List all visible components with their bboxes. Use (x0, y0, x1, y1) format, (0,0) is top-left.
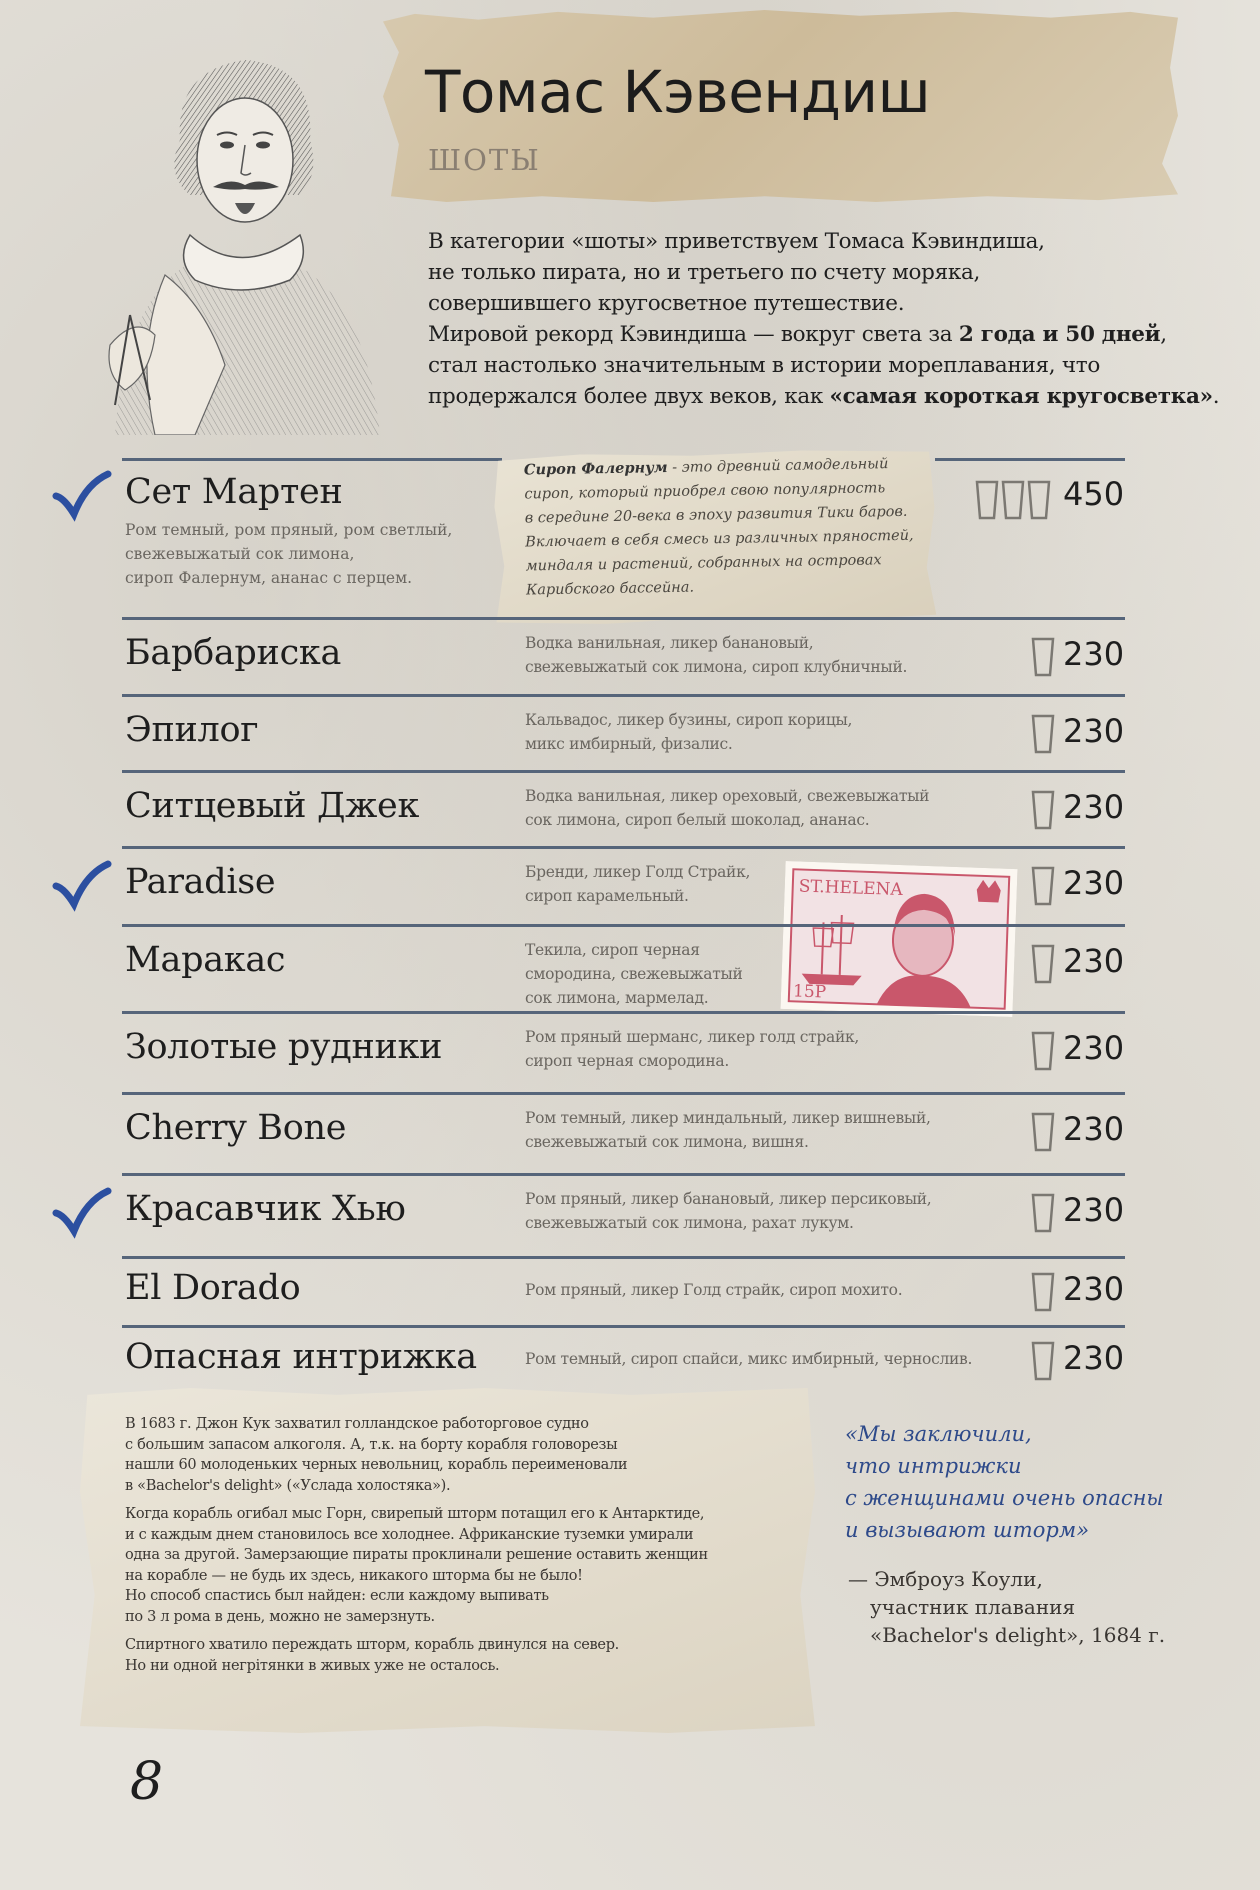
intro-line: не только пирата, но и третьего по счету моряка, (428, 260, 981, 285)
item-name: Маракас (125, 940, 286, 980)
item-price: 230 (1063, 1270, 1125, 1308)
syrup-note-text: Сироп Фалернум - это древний самодельный сироп, который приобрел свою популярность в середине 20-века в эпоху развития Тики баров. Включает в себя смесь из различных пряностей, миндаля и растений, собранных на островах Карибского бассейна. (523, 456, 914, 599)
item-name: El Dorado (125, 1268, 301, 1308)
row-separator (122, 846, 1125, 849)
stamp-value: 15P (792, 981, 827, 1003)
checkmark-icon (52, 860, 112, 912)
row-separator (122, 1173, 1125, 1176)
shot-glass-icon (1030, 714, 1056, 754)
checkmark-icon (52, 1187, 112, 1239)
item-price: 230 (1063, 1029, 1125, 1067)
shot-glass-icon (1030, 637, 1056, 677)
intro-line: стал настолько значительным в истории мореплавания, что (428, 353, 1100, 378)
item-description: Бренди, ликер Голд Страйк, сироп карамельный. (525, 863, 751, 905)
item-name: Ситцевый Джек (125, 786, 420, 826)
item-price: 230 (1063, 635, 1125, 673)
shot-glass-icon (1030, 1193, 1056, 1233)
cavendish-portrait (95, 45, 385, 435)
row-separator (122, 1256, 1125, 1259)
item-price: 230 (1063, 788, 1125, 826)
stamp-country: ST.HELENA (798, 876, 904, 901)
intro-line: Мировой рекорд Кэвиндиша — вокруг света за 2 года и 50 дней, (428, 322, 1167, 347)
shot-glass-icon (1030, 1341, 1056, 1381)
item-name: Paradise (125, 862, 276, 902)
row-separator (935, 458, 1125, 461)
item-description: Водка ванильная, ликер ореховый, свежевыжатый сок лимона, сироп белый шоколад, ананас. (525, 787, 930, 829)
item-price: 230 (1063, 1339, 1125, 1377)
item-price: 230 (1063, 864, 1125, 902)
item-price: 230 (1063, 942, 1125, 980)
row-separator (122, 617, 1125, 620)
story-paragraph: Спиртного хватило переждать шторм, корабль двинулся на север. Но ни одной негрітянки в живых уже не осталось. (125, 1637, 619, 1674)
item-price: 230 (1063, 1110, 1125, 1148)
intro-line: продержался более двух веков, как «самая короткая кругосветка». (428, 384, 1220, 409)
item-description: Водка ванильная, ликер банановый, свежевыжатый сок лимона, сироп клубничный. (525, 634, 908, 676)
item-name: Cherry Bone (125, 1108, 347, 1148)
item-name: Золотые рудники (125, 1027, 443, 1067)
shot-glasses-icon (975, 480, 1055, 520)
intro-line: совершившего кругосветное путешествие. (428, 291, 905, 316)
intro-text (428, 226, 1220, 412)
quote: «Мы заключили, что интрижки с женщинами очень опасны и вызывают шторм» (845, 1422, 1164, 1542)
item-price: 230 (1063, 1191, 1125, 1229)
quote-author: — Эмброуз Коули, участник плавания «Bachelor's delight», 1684 г. (848, 1567, 1166, 1647)
shot-glass-icon (1030, 1031, 1056, 1071)
item-description: Ром пряный шерманс, ликер голд страйк, сироп черная смородина. (525, 1028, 859, 1070)
checkmark-icon (52, 470, 112, 522)
shot-glass-icon (1030, 944, 1056, 984)
row-separator (122, 770, 1125, 773)
item-price: 450 (1063, 475, 1125, 513)
item-description: Кальвадос, ликер бузины, сироп корицы, микс имбирный, физалис. (525, 711, 853, 753)
shot-glass-icon (1030, 1272, 1056, 1312)
row-separator (122, 924, 1125, 927)
shot-glass-icon (1030, 1112, 1056, 1152)
row-separator (122, 1092, 1125, 1095)
item-description: Ром темный, ликер миндальный, ликер вишневый, свежевыжатый сок лимона, вишня. (525, 1109, 931, 1151)
item-name: Сет Мартен (125, 472, 343, 512)
item-description: Ром пряный, ликер Голд страйк, сироп мохито. (525, 1281, 903, 1299)
story-paragraph: В 1683 г. Джон Кук захватил голландское работорговое судно с большим запасом алкоголя. А, т.к. на борту корабля головорезы нашли 60 молоденьких черных невольниц, корабль переименовали в «Bachelor's delight» («Услада холостяка»). (125, 1416, 628, 1494)
item-name: Эпилог (125, 710, 259, 750)
category-subtitle: ШОТЫ (428, 143, 541, 177)
intro-line: В категории «шоты» приветствуем Томаса Кэвиндиша, (428, 229, 1045, 254)
page-number: 8 (130, 1752, 164, 1812)
item-description: Текила, сироп черная смородина, свежевыжатый сок лимона, мармелад. (525, 941, 743, 1007)
row-separator (122, 458, 502, 461)
item-name: Опасная интрижка (125, 1337, 477, 1377)
item-description: Ром темный, сироп спайси, микс имбирный, чернослив. (525, 1350, 973, 1368)
item-name: Красавчик Хью (125, 1189, 406, 1229)
row-separator (122, 1011, 1125, 1014)
item-description: Ром пряный, ликер банановый, ликер персиковый, свежевыжатый сок лимона, рахат лукум. (525, 1190, 932, 1232)
shot-glass-icon (1030, 790, 1056, 830)
item-name: Барбариска (125, 633, 342, 673)
row-separator (122, 694, 1125, 697)
story-text (125, 1414, 775, 1684)
story-paragraph: Когда корабль огибал мыс Горн, свирепый шторм потащил его к Антарктиде, и с каждым днем становилось все холоднее. Африканские туземки умирали одна за другой. Замерзающие пираты проклинали решение оставить женщин на корабле — не будь их здесь, никакого шторма бы не было! Но способ спастись был найден: если каждому выпивать по 3 л рома в день, можно не замерзнуть. (125, 1506, 708, 1625)
item-price: 230 (1063, 712, 1125, 750)
row-separator (122, 1325, 1125, 1328)
page-title: Томас Кэвендиш (425, 58, 931, 126)
shot-glass-icon (1030, 866, 1056, 906)
item-description: Ром темный, ром пряный, ром светлый, свежевыжатый сок лимона, сироп Фалернум, ананас с перцем. (125, 521, 453, 587)
